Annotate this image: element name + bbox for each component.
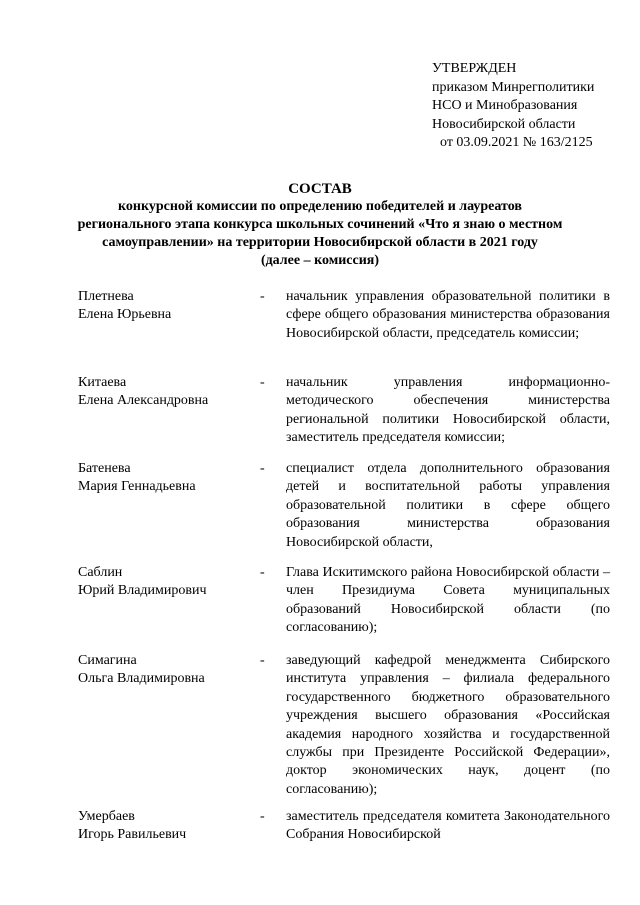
- member-surname: Китаева: [78, 375, 127, 390]
- member-role: специалист отдела дополнительного образования детей и воспитательной работы управления образовательной политики в сфере общего образования министерства образования Новосибирской области,: [286, 461, 610, 550]
- member-dash: -: [260, 653, 265, 668]
- member-name: [78, 808, 248, 845]
- member-role: Глава Искитимского района Новосибирской области – член Президиума Совета муниципальных образований Новосибирской области (по согласованию);: [286, 565, 610, 636]
- member-dash: -: [260, 289, 265, 304]
- approval-stamp: [432, 60, 594, 153]
- member-role: заведующий кафедрой менеджмента Сибирского института управления – филиала федерального государственного бюджетного образовательного учреждения высшего образования «Российская академия народного хозяйства и государственной службы при Президенте Российской Федерации», доктор экономических наук, доцент (по согласованию);: [286, 653, 610, 797]
- approval-date: от 03.09.2021 № 163/2125: [440, 135, 593, 150]
- member-name: [78, 652, 248, 689]
- member-given-names: Ольга Владимировна: [78, 671, 205, 687]
- member-surname: Саблин: [78, 565, 123, 580]
- member-given-names: Елена Александровна: [78, 393, 209, 409]
- member-given-names: Игорь Равильевич: [78, 827, 187, 843]
- title-line-1: конкурсной комиссии по определению победителей и лауреатов: [118, 199, 522, 214]
- approval-order: приказом Минрегполитики: [432, 79, 595, 95]
- member-name: [78, 460, 248, 497]
- member-dash: -: [260, 809, 265, 824]
- approval-label: УТВЕРЖДЕН: [432, 61, 517, 76]
- member-surname: Плетнева: [78, 289, 134, 304]
- member-surname: Симагина: [78, 653, 137, 668]
- approval-ministries: НСО и Минобразования: [432, 98, 578, 113]
- title-line-4: (далее – комиссия): [260, 253, 380, 268]
- title-line-2: регионального этапа конкурса школьных сочинений «Что я знаю о местном: [77, 217, 563, 232]
- member-dash: -: [260, 461, 265, 476]
- document-title: [60, 180, 580, 270]
- member-name: [78, 374, 248, 411]
- member-given-names: Мария Геннадьевна: [78, 479, 196, 495]
- member-surname: Умербаев: [78, 809, 135, 824]
- member-name: [78, 288, 248, 325]
- member-role: начальник управления информационно-методического обеспечения министерства региональной политики Новосибирской области, заместитель председателя комиссии;: [286, 375, 610, 446]
- member-dash: -: [260, 565, 265, 580]
- title-line-3: самоуправлении» на территории Новосибирской области в 2021 году: [102, 235, 538, 250]
- member-role: начальник управления образовательной политики в сфере общего образования министерства образования Новосибирской области, председатель комиссии;: [286, 289, 610, 341]
- member-given-names: Юрий Владимирович: [78, 583, 207, 599]
- member-role: заместитель председателя комитета Законодательного Собрания Новосибирской: [286, 809, 610, 843]
- member-dash: -: [260, 375, 265, 390]
- member-given-names: Елена Юрьевна: [78, 307, 172, 323]
- title-heading: СОСТАВ: [288, 181, 352, 197]
- approval-region: Новосибирской области: [432, 116, 576, 132]
- member-name: [78, 564, 248, 601]
- member-surname: Батенева: [78, 461, 131, 476]
